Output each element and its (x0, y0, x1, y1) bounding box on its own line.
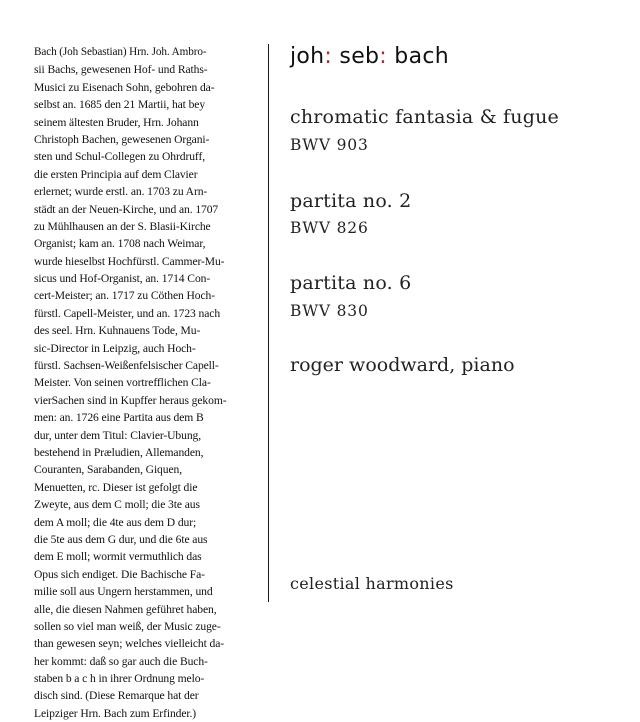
work-title: chromatic fantasia & fugue (290, 106, 559, 128)
record-label: celestial harmonies (290, 574, 454, 593)
facsimile-line: selbst an. 1685 den 21 Martii, hat bey (34, 98, 206, 112)
composer-name (290, 44, 449, 69)
facsimile-line: cert-Meister; an. 1717 zu Cöthen Hoch- (34, 289, 215, 303)
facsimile-line: than gewesen seyn; welches vielleicht da- (34, 637, 225, 651)
facsimile-line: Couranten, Sarabanden, Giquen, (34, 463, 182, 477)
composer-name-part: bach (387, 44, 449, 69)
facsimile-line: sic-Director in Leipzig, auch Hoch- (34, 341, 196, 355)
facsimile-line: vierSachen sind in Kupffer heraus gekom- (34, 393, 227, 407)
facsimile-line: seinem ältesten Bruder, Hrn. Johann (34, 115, 199, 129)
facsimile-line: des seel. Hrn. Kuhnauens Tode, Mu- (34, 324, 201, 338)
facsimile-line: dem E moll; wormit vermuthlich das (34, 550, 202, 564)
facsimile-text-column (34, 44, 256, 722)
facsimile-line: dur, unter dem Titul: Clavier-Ubung, (34, 428, 202, 442)
facsimile-line: die ersten Principia auf dem Clavier (34, 167, 198, 181)
column-divider (268, 44, 269, 602)
composer-name-part: seb (332, 44, 380, 69)
facsimile-line: her kommt: daß so gar auch die Buch- (34, 654, 208, 668)
facsimile-line: wurde hieselbst Hochfürstl. Cammer-Mu- (34, 254, 225, 268)
facsimile-line: Menuetten, rc. Dieser ist gefolgt die (34, 480, 198, 494)
facsimile-line: bestehend in Præludien, Allemanden, (34, 445, 204, 459)
facsimile-line: Christoph Bachen, gewesenen Organi- (34, 132, 210, 146)
facsimile-line: men: an. 1726 eine Partita aus dem B (34, 411, 204, 425)
facsimile-line: erlernet; wurde erstl. an. 1703 zu Arn- (34, 185, 208, 199)
performer-credit: roger woodward, piano (290, 354, 515, 376)
facsimile-line: sii Bachs, gewesenen Hof- und Raths- (34, 63, 208, 77)
composer-name-part: joh (290, 44, 325, 69)
facsimile-line: staben b a c h in ihrer Ordnung melo- (34, 672, 205, 686)
facsimile-line: die 5te aus dem G dur, und die 6te aus (34, 532, 208, 546)
facsimile-line: alle, die diesen Nahmen geführet haben, (34, 602, 217, 616)
facsimile-line: Meister. Von seinen vortrefflichen Cla- (34, 376, 211, 390)
facsimile-line: Leipziger Hrn. Bach zum Erfinder.) (34, 706, 197, 720)
facsimile-line: dem A moll; die 4te aus dem D dur; (34, 515, 197, 529)
facsimile-line: Zweyte, aus dem C moll; die 3te aus (34, 498, 200, 512)
work-catalog-number: BWV 903 (290, 136, 369, 154)
facsimile-line: sten und Schul-Collegen zu Ohrdruff, (34, 150, 206, 164)
facsimile-line: disch sind. (Diese Remarque hat der (34, 689, 199, 703)
composer-colon: : (379, 44, 388, 69)
facsimile-line: zu Mühlhausen an der S. Blasii-Kirche (34, 219, 211, 233)
facsimile-line: fürstl. Capell-Meister, und an. 1723 nach (34, 306, 221, 320)
facsimile-line: Organist; kam an. 1708 nach Weimar, (34, 237, 206, 251)
facsimile-line: sollen so viel man weiß, der Music zuge- (34, 619, 221, 633)
work-title: partita no. 2 (290, 190, 412, 212)
work-title: partita no. 6 (290, 272, 412, 294)
work-catalog-number: BWV 826 (290, 219, 369, 237)
facsimile-line: Musici zu Eisenach Sohn, gebohren da- (34, 80, 215, 94)
facsimile-line: Opus sich endiget. Die Bachische Fa- (34, 567, 205, 581)
composer-colon: : (324, 44, 333, 69)
facsimile-line: sicus und Hof-Organist, an. 1714 Con- (34, 272, 211, 286)
facsimile-line: fürstl. Sachsen-Weißenfelsischer Capell- (34, 359, 219, 373)
facsimile-line: städt an der Neuen-Kirche, und an. 1707 (34, 202, 219, 216)
work-catalog-number: BWV 830 (290, 302, 369, 320)
facsimile-line: milie soll aus Ungern herstammen, und (34, 585, 213, 599)
facsimile-line: Bach (Joh Sebastian) Hrn. Joh. Ambro- (34, 46, 207, 58)
